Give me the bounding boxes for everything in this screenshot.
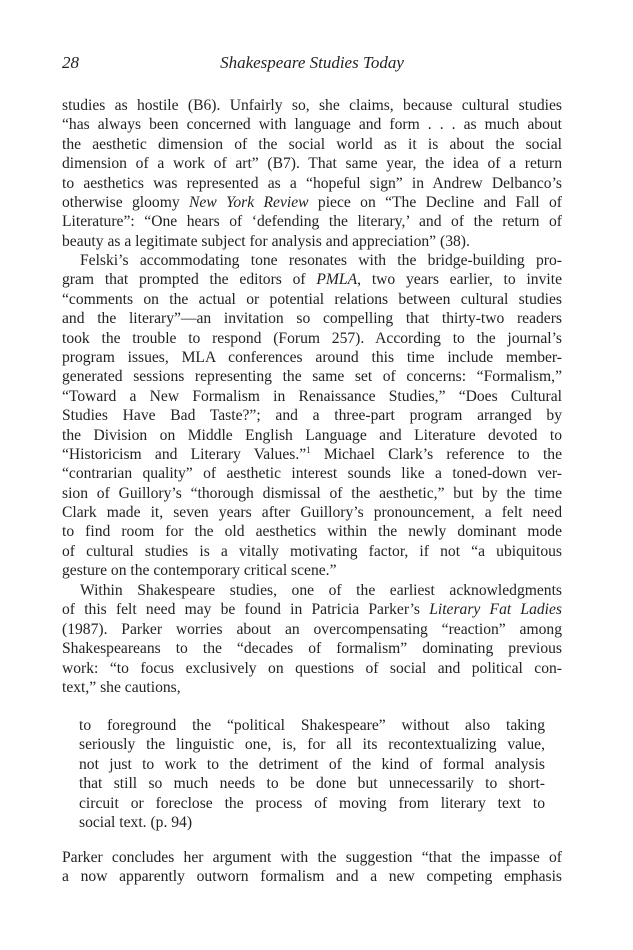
text-line: “has always been concerned with language and form . . . as much about: [62, 116, 562, 134]
paragraph-3: [62, 581, 562, 697]
text-line: Shakespeareans to the “decades of formalism” dominating previous: [62, 640, 562, 658]
text-line: of this felt need may be found in Patricia Parker’s Literary Fat Ladies: [62, 601, 562, 619]
block-quote: [79, 716, 545, 832]
text-line: “comments on the actual or potential relations between cultural studies: [62, 290, 562, 308]
running-header: [62, 53, 562, 75]
text-line: took the trouble to respond (Forum 257). According to the journal’s: [62, 329, 562, 347]
paragraph-2: [62, 251, 562, 581]
text-line: Felski’s accommodating tone resonates with the bridge-building pro-: [80, 252, 562, 269]
text-line: Literature”: “One hears of ‘defending the literary,’ and of the return of: [62, 213, 562, 231]
text-line: to aesthetics was represented as a “hopeful sign” in Andrew Delbanco’s: [62, 174, 562, 192]
paragraph-4: [62, 848, 562, 887]
text-line: studies as hostile (B6). Unfairly so, she claims, because cultural studies: [62, 97, 562, 114]
text-line: generated sessions representing the same set of concerns: “Formalism,”: [62, 368, 562, 386]
text-line: “Historicism and Literary Values.”$^1$ Michael Clark’s reference to the: [62, 444, 562, 463]
text-line: dimension of a work of art” (B7). That same year, the idea of a return: [62, 155, 562, 173]
text-line: otherwise gloomy New York Review piece on “The Decline and Fall of: [62, 193, 562, 211]
footnote-marker: 1: [306, 444, 311, 455]
text-line: beauty as a legitimate subject for analysis and appreciation” (38).: [62, 232, 470, 250]
running-title: Shakespeare Studies Today: [220, 53, 404, 72]
text-line: Parker concludes her argument with the suggestion “that the impasse of: [62, 849, 562, 866]
page-number: 28: [62, 53, 79, 72]
title-new-york-review: New York Review: [189, 193, 309, 211]
text-line: social text. (p. 94): [79, 813, 193, 831]
text-line: gesture on the contemporary critical scene.”: [62, 562, 337, 580]
text-line: gram that prompted the editors of PMLA, two years earlier, to invite: [62, 271, 562, 289]
text-line: of cultural studies is a vitally motivating factor, if not “a ubiquitous: [62, 542, 562, 560]
text-line: a now apparently outworn formalism and a new competing emphasis: [62, 868, 562, 886]
text-line: circuit or foreclose the process of moving from literary text to: [79, 794, 545, 812]
text-line: to find room for the old aesthetics within the newly dominant mode: [62, 523, 562, 541]
text-line: that still so much needs to be done but unnecessarily to short-: [79, 775, 545, 793]
text-line: the Division on Middle English Language and Literature devoted to: [62, 426, 562, 444]
text-line: (1987). Parker worries about an overcompensating “reaction” among: [62, 620, 562, 638]
text-line: Within Shakespeare studies, one of the earliest acknowledgments: [80, 582, 562, 599]
text-line: seriously the linguistic one, is, for all its recontextualizing value,: [79, 736, 545, 754]
title-pmla: PMLA: [316, 271, 358, 289]
text-line: to foreground the “political Shakespeare” without also taking: [79, 717, 545, 734]
text-line: Studies Have Bad Taste?”; and a three-part program arranged by: [62, 407, 562, 425]
text-line: and the literary”—an invitation so compelling that thirty-two readers: [62, 310, 562, 328]
text-line: Clark made it, seven years after Guillory’s pronouncement, a felt need: [62, 504, 562, 522]
text-line: the aesthetic dimension of the social world as it is about the social: [62, 135, 562, 153]
text-line: “Toward a New Formalism in Renaissance Studies,” “Does Cultural: [62, 387, 562, 405]
text-line: not just to work to the detriment of the kind of formal analysis: [79, 755, 545, 773]
text-line: program issues, MLA conferences around this time include member-: [62, 348, 562, 366]
paragraph-1: [62, 96, 562, 251]
text-line: “contrarian quality” of aesthetic interest sounds like a toned-down ver-: [62, 465, 562, 483]
text-line: text,” she cautions,: [62, 678, 181, 696]
title-literary-fat-ladies: Literary Fat Ladies: [429, 601, 562, 619]
text-line: work: “to focus exclusively on questions of social and political con-: [62, 659, 562, 677]
text-line: sion of Guillory’s “thorough dismissal of the aesthetic,” but by the time: [62, 484, 562, 502]
